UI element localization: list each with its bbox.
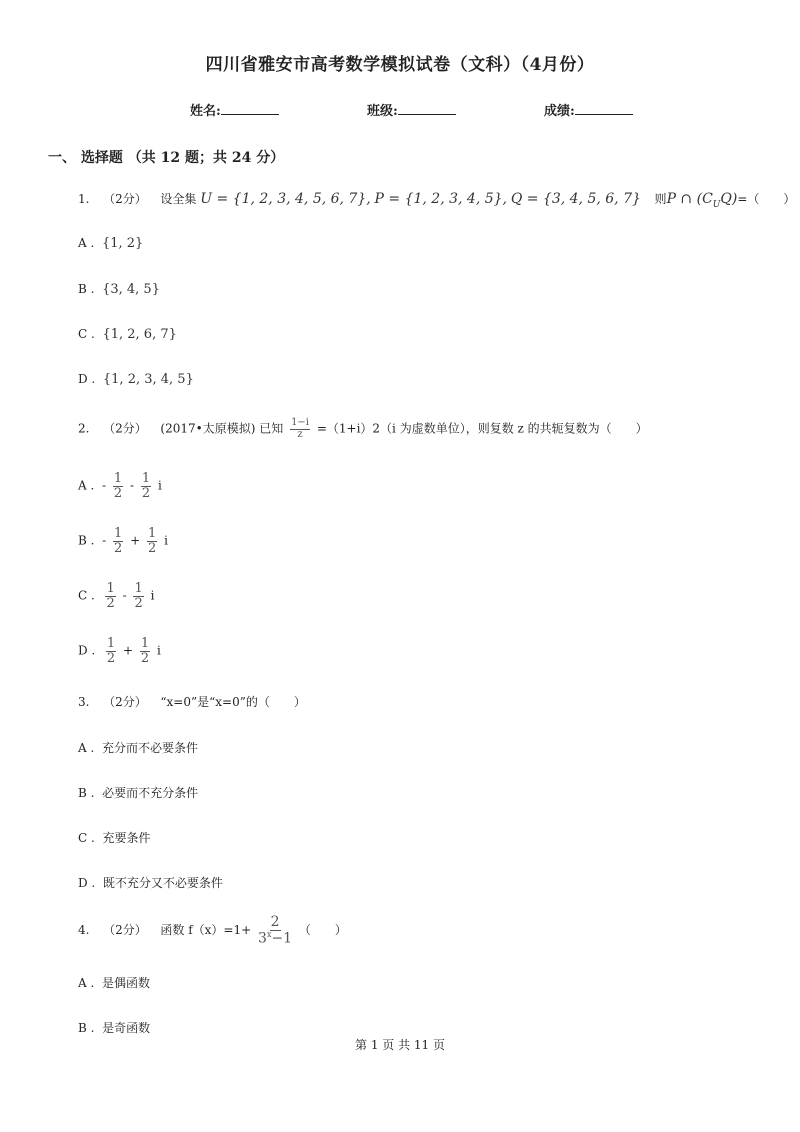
q1-expression: P ∩ $(C_UQ)$ — [666, 191, 738, 210]
q1-option-b[interactable]: B . {3, 4, 5} — [78, 282, 160, 297]
half-fraction: $\frac{1}{2}$ — [113, 471, 123, 501]
q2-fraction: $\frac{1-i}{z}$ — [291, 417, 310, 440]
q3-option-d[interactable]: D . 既不充分又不必要条件 — [78, 876, 223, 890]
q3-option-c-value: 充要条件 — [102, 831, 151, 845]
half-fraction: $\frac{1}{2}$ — [141, 471, 151, 501]
q3-option-b-value: 必要而不充分条件 — [102, 786, 199, 800]
q4-option-a[interactable]: A . 是偶函数 — [78, 976, 150, 990]
q3-option-c[interactable]: C . 充要条件 — [78, 831, 151, 845]
q1-text: 设全集 — [160, 192, 197, 206]
q1-option-a[interactable]: A . {1, 2} — [78, 236, 144, 251]
q4-points: （2分） — [103, 923, 147, 938]
q2-option-a[interactable]: A . - $\frac{1}{2}$ - $\frac{1}{2}$ i — [78, 471, 162, 501]
q2-number: 2. — [78, 421, 90, 436]
section-heading: 一、 选择题 （共 12 题；共 24 分） — [48, 150, 285, 166]
question-3 — [78, 693, 306, 710]
score-label: 成绩: — [544, 104, 575, 119]
name-field — [190, 100, 279, 119]
class-field — [367, 100, 456, 119]
class-label: 班级: — [367, 104, 398, 119]
page-footer: 第 1 页 共 11 页 — [355, 1038, 445, 1052]
q2-text2: =（1+i）2（i 为虚数单位），则复数 z 的共轭复数为（ ） — [316, 421, 648, 436]
q1-set-p: P = {1, 2, 3, 4, 5} — [374, 191, 503, 207]
q1-option-c[interactable]: C . {1, 2, 6, 7} — [78, 327, 177, 342]
q3-text: “x=0”是“x=0”的（ ） — [160, 695, 306, 709]
q1-option-b-value: {3, 4, 5} — [102, 282, 160, 297]
q1-set-q: Q = {3, 4, 5, 6, 7} — [510, 191, 641, 207]
q4-text: 函数 f（x）=1+ — [160, 923, 252, 938]
half-fraction: $\frac{1}{2}$ — [106, 636, 116, 666]
q1-option-c-value: {1, 2, 6, 7} — [102, 327, 177, 342]
half-fraction: $\frac{1}{2}$ — [106, 581, 115, 611]
page-title: 四川省雅安市高考数学模拟试卷（文科）（4月份） — [205, 55, 595, 75]
q4-tail: （ ） — [298, 923, 347, 938]
q4-option-b[interactable]: B . 是奇函数 — [78, 1021, 151, 1035]
q3-option-a[interactable]: A . 充分而不必要条件 — [78, 741, 198, 755]
q1-option-a-value: {1, 2} — [101, 236, 144, 251]
q3-option-b[interactable]: B . 必要而不充分条件 — [78, 786, 199, 800]
half-fraction: $\frac{1}{2}$ — [140, 636, 150, 666]
q4-option-a-value: 是偶函数 — [101, 976, 150, 990]
q2-text1: 已知 — [259, 421, 284, 436]
class-blank — [398, 102, 456, 115]
name-label: 姓名: — [190, 104, 221, 119]
q3-option-d-value: 既不充分又不必要条件 — [102, 876, 223, 890]
q4-fraction: $\frac{2}{3^x-1}$ — [258, 914, 293, 947]
half-fraction: $\frac{1}{2}$ — [134, 581, 143, 611]
q1-tail: =（ ） — [737, 192, 796, 206]
question-4 — [78, 915, 347, 946]
score-field — [544, 100, 633, 119]
q2-option-d[interactable]: D . $\frac{1}{2}$ + $\frac{1}{2}$ i — [78, 636, 161, 666]
half-fraction: $\frac{1}{2}$ — [147, 526, 157, 556]
q1-number: 1. — [78, 192, 90, 206]
q1-option-d-value: {1, 2, 3, 4, 5} — [102, 372, 194, 387]
question-2 — [78, 418, 648, 440]
q3-option-a-value: 充分而不必要条件 — [101, 741, 198, 755]
q2-points: （2分） — [103, 421, 147, 436]
q1-then: 则 — [654, 192, 667, 206]
question-1: 1. （2分） 设全集 U = {1, 2, 3, 4, 5, 6, 7}, P = {1, 2, 3, 4, 5}, Q = {3, 4, 5, 6, 7} 则P ∩ $(C_UQ)=$（ ） — [78, 191, 796, 210]
q1-points: （2分） — [103, 192, 147, 206]
name-blank — [221, 102, 279, 115]
q3-number: 3. — [78, 695, 90, 709]
q2-option-b[interactable]: B . - $\frac{1}{2}$ + $\frac{1}{2}$ i — [78, 526, 168, 556]
q1-option-d[interactable]: D . {1, 2, 3, 4, 5} — [78, 372, 194, 387]
q4-number: 4. — [78, 923, 90, 938]
q4-option-b-value: 是奇函数 — [102, 1021, 151, 1035]
half-fraction: $\frac{1}{2}$ — [113, 526, 123, 556]
q2-source: (2017•太原模拟) — [160, 421, 256, 436]
q3-points: （2分） — [103, 695, 147, 709]
score-blank — [575, 102, 633, 115]
q2-option-c[interactable]: C . $\frac{1}{2}$ - $\frac{1}{2}$ i — [78, 581, 155, 611]
q1-set-u: U = {1, 2, 3, 4, 5, 6, 7} — [200, 191, 367, 207]
